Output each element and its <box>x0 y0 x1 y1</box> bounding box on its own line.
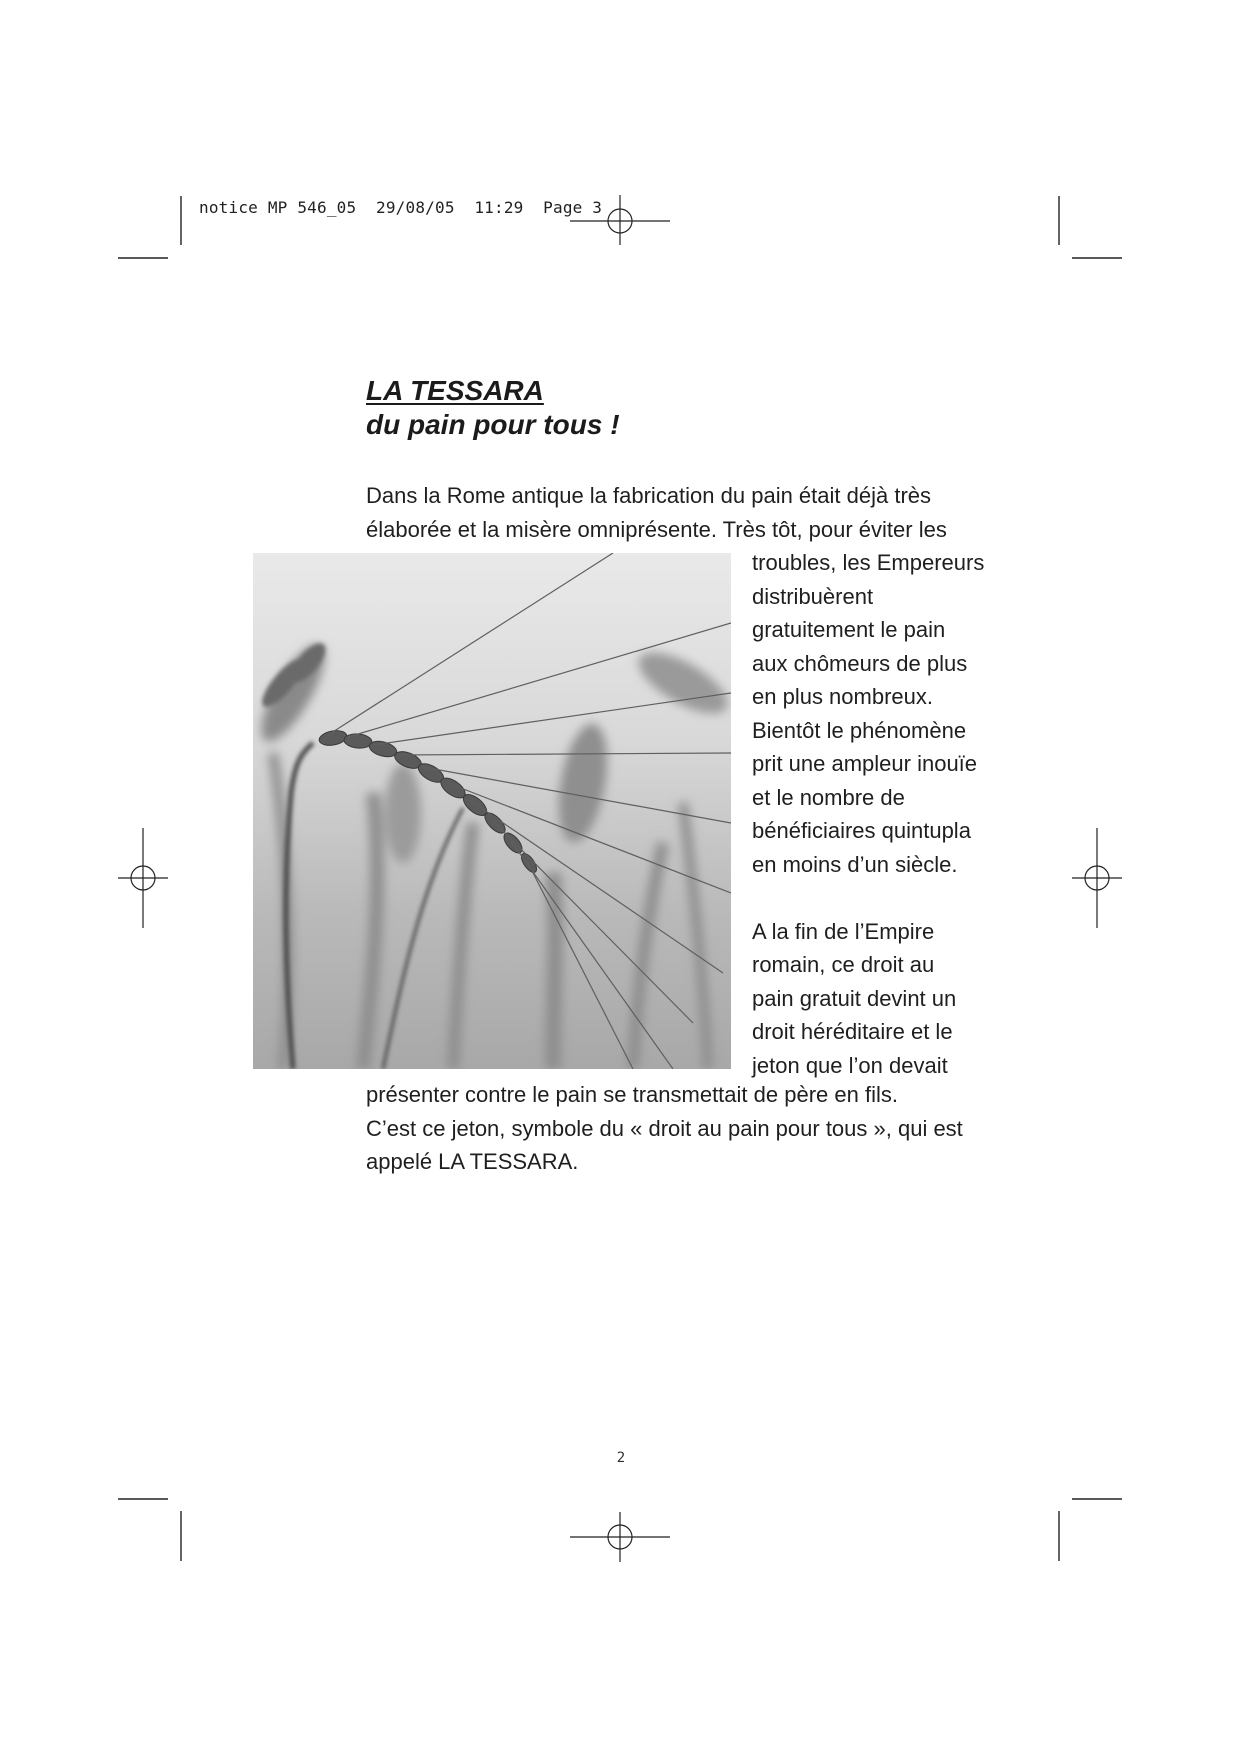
side-column-text <box>752 546 984 1082</box>
text-line: bénéficiaires quintupla <box>752 818 971 843</box>
text-line: troubles, les Empereurs <box>752 550 985 575</box>
registration-mark-top <box>570 195 670 245</box>
page-number: 2 <box>616 1450 626 1466</box>
outro-paragraph <box>366 1078 963 1179</box>
text-line: droit héréditaire et le <box>752 1019 953 1044</box>
text-line: en plus nombreux. <box>752 684 933 709</box>
print-slug: notice MP 546_05 29/08/05 11:29 Page 3 <box>199 198 603 217</box>
paragraph-gap <box>752 881 984 915</box>
text-line: A la fin de l’Empire <box>752 918 935 944</box>
registration-mark-bottom <box>570 1512 670 1562</box>
article-subtitle: du pain pour tous ! <box>366 409 620 440</box>
text-line: jeton que l’on devait <box>752 1052 948 1078</box>
text-line: aux chômeurs de plus <box>752 650 968 676</box>
text-line: présenter contre le pain se transmettait de père en fils. <box>366 1082 898 1107</box>
article-heading <box>366 374 620 442</box>
text-line: en moins d’un siècle. <box>752 851 958 877</box>
text-line: Bientôt le phénomène <box>752 717 967 743</box>
text-line: Dans la Rome antique la fabrication du pain était déjà très <box>366 483 932 508</box>
text-line: et le nombre de <box>752 784 905 810</box>
article-title: LA TESSARA <box>366 375 544 406</box>
registration-mark-left <box>118 828 168 928</box>
text-line: distribuèrent <box>752 583 874 609</box>
text-line: élaborée et la misère omniprésente. Très tôt, pour éviter les <box>366 516 947 542</box>
text-line: appelé LA TESSARA. <box>366 1149 579 1174</box>
registration-mark-right <box>1072 828 1122 928</box>
text-line: romain, ce droit au <box>752 952 935 977</box>
intro-paragraph <box>366 479 947 546</box>
text-line: gratuitement le pain <box>752 617 946 642</box>
wheat-photo <box>253 553 731 1069</box>
text-line: C’est ce jeton, symbole du « droit au pain pour tous », qui est <box>366 1115 963 1141</box>
text-line: prit une ampleur inouïe <box>752 751 978 776</box>
text-line: pain gratuit devint un <box>752 985 957 1011</box>
